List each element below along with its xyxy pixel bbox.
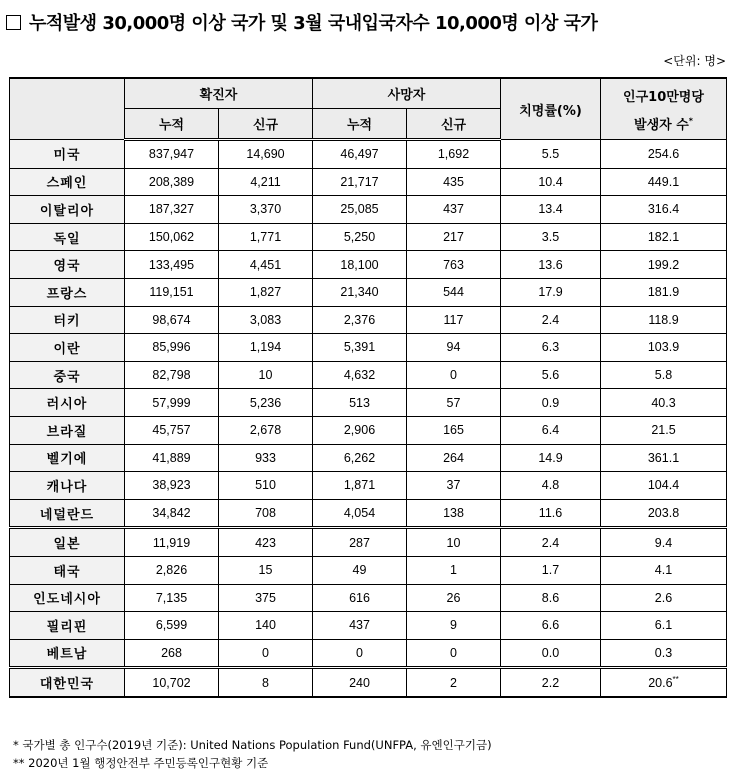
cell-per100k: 181.9 <box>601 278 727 306</box>
cell-d-new: 94 <box>407 334 501 362</box>
cell-cfr: 8.6 <box>501 584 601 612</box>
cell-d-cum: 1,871 <box>313 472 407 500</box>
cell-d-cum: 18,100 <box>313 251 407 279</box>
cell-c-new: 4,211 <box>219 168 313 196</box>
cell-c-new: 4,451 <box>219 251 313 279</box>
country-cell: 태국 <box>10 556 125 584</box>
table-header <box>10 78 727 140</box>
header-deaths-new: 신규 <box>407 109 501 140</box>
cell-per100k: 2.6 <box>601 584 727 612</box>
cell-cfr: 5.5 <box>501 140 601 169</box>
cell-d-new: 1,692 <box>407 140 501 169</box>
cell-d-new: 10 <box>407 528 501 557</box>
country-cell: 브라질 <box>10 416 125 444</box>
cell-cfr: 10.4 <box>501 168 601 196</box>
cell-c-new: 2,678 <box>219 416 313 444</box>
cell-per100k: 21.5 <box>601 416 727 444</box>
table-row <box>10 196 727 224</box>
cell-d-new: 138 <box>407 499 501 528</box>
cell-c-new: 510 <box>219 472 313 500</box>
cell-d-new: 2 <box>407 668 501 697</box>
table-row <box>10 639 727 668</box>
cell-d-cum: 287 <box>313 528 407 557</box>
header-per100k-line2-wrap <box>601 114 726 133</box>
cell-per100k: 361.1 <box>601 444 727 472</box>
cell-d-cum: 616 <box>313 584 407 612</box>
header-confirmed-new: 신규 <box>219 109 313 140</box>
cell-c-new: 423 <box>219 528 313 557</box>
cell-c-cum: 41,889 <box>125 444 219 472</box>
footnote-1: * 국가별 총 인구수(2019년 기준): United Nations Population Fund(UNFPA, 유엔인구기금) <box>13 738 492 752</box>
cell-c-cum: 85,996 <box>125 334 219 362</box>
table-row <box>10 306 727 334</box>
country-cell: 이란 <box>10 334 125 362</box>
country-cell: 스페인 <box>10 168 125 196</box>
cell-d-new: 435 <box>407 168 501 196</box>
cell-cfr: 0.9 <box>501 389 601 417</box>
country-cell: 러시아 <box>10 389 125 417</box>
cell-cfr: 0.0 <box>501 639 601 668</box>
cell-d-new: 763 <box>407 251 501 279</box>
cell-c-cum: 11,919 <box>125 528 219 557</box>
cell-cfr: 3.5 <box>501 223 601 251</box>
header-confirmed-cumulative: 누적 <box>125 109 219 140</box>
cell-c-cum: 98,674 <box>125 306 219 334</box>
header-deaths: 사망자 <box>313 78 501 109</box>
cell-c-new: 0 <box>219 639 313 668</box>
cell-c-new: 375 <box>219 584 313 612</box>
cell-c-new: 1,827 <box>219 278 313 306</box>
cell-cfr: 6.4 <box>501 416 601 444</box>
cell-c-new: 708 <box>219 499 313 528</box>
unit-label: <단위: 명> <box>663 54 726 68</box>
cell-per100k: 199.2 <box>601 251 727 279</box>
cell-c-new: 933 <box>219 444 313 472</box>
table-row <box>10 584 727 612</box>
cell-c-cum: 208,389 <box>125 168 219 196</box>
header-country-cell <box>10 78 125 140</box>
cell-per100k: 6.1 <box>601 612 727 640</box>
cell-cfr: 14.9 <box>501 444 601 472</box>
cell-c-new: 15 <box>219 556 313 584</box>
header-per100k <box>601 78 727 140</box>
cell-c-new: 1,194 <box>219 334 313 362</box>
cell-d-cum: 46,497 <box>313 140 407 169</box>
cell-d-cum: 0 <box>313 639 407 668</box>
cell-c-cum: 119,151 <box>125 278 219 306</box>
cell-per100k: 0.3 <box>601 639 727 668</box>
cell-c-cum: 82,798 <box>125 361 219 389</box>
country-cell: 이탈리아 <box>10 196 125 224</box>
cell-cfr: 6.3 <box>501 334 601 362</box>
cell-d-cum: 2,376 <box>313 306 407 334</box>
cell-cfr: 4.8 <box>501 472 601 500</box>
cell-per100k: 9.4 <box>601 528 727 557</box>
cell-d-new: 0 <box>407 639 501 668</box>
cell-c-new: 14,690 <box>219 140 313 169</box>
cell-c-cum: 45,757 <box>125 416 219 444</box>
cell-per100k <box>601 668 727 697</box>
table-row <box>10 223 727 251</box>
cell-cfr: 2.2 <box>501 668 601 697</box>
country-cell: 베트남 <box>10 639 125 668</box>
cell-per100k: 4.1 <box>601 556 727 584</box>
table-row <box>10 444 727 472</box>
cell-c-cum: 187,327 <box>125 196 219 224</box>
cell-c-cum: 133,495 <box>125 251 219 279</box>
table-row <box>10 389 727 417</box>
cell-c-cum: 837,947 <box>125 140 219 169</box>
cell-cfr: 17.9 <box>501 278 601 306</box>
cell-c-new: 1,771 <box>219 223 313 251</box>
cell-per100k: 316.4 <box>601 196 727 224</box>
table-row <box>10 140 727 169</box>
cell-c-cum: 57,999 <box>125 389 219 417</box>
cell-d-new: 0 <box>407 361 501 389</box>
covid-stats-table <box>9 77 727 698</box>
page-title-text: 누적발생 30,000명 이상 국가 및 3월 국내입국자수 10,000명 이상 국가 <box>29 13 598 34</box>
header-per100k-mark: * <box>688 116 693 126</box>
table-row <box>10 361 727 389</box>
header-fatality-rate: 치명률(%) <box>501 78 601 140</box>
country-cell: 인도네시아 <box>10 584 125 612</box>
table-row <box>10 278 727 306</box>
cell-c-cum: 10,702 <box>125 668 219 697</box>
cell-c-cum: 7,135 <box>125 584 219 612</box>
cell-c-cum: 6,599 <box>125 612 219 640</box>
country-cell: 영국 <box>10 251 125 279</box>
cell-per100k: 103.9 <box>601 334 727 362</box>
header-per100k-line2: 발생자 수 <box>634 117 689 133</box>
country-cell: 필리핀 <box>10 612 125 640</box>
cell-c-new: 10 <box>219 361 313 389</box>
table-body <box>10 140 727 697</box>
country-cell: 벨기에 <box>10 444 125 472</box>
table-row <box>10 334 727 362</box>
country-cell: 일본 <box>10 528 125 557</box>
cell-d-new: 117 <box>407 306 501 334</box>
cell-d-new: 57 <box>407 389 501 417</box>
cell-c-new: 140 <box>219 612 313 640</box>
cell-d-cum: 21,340 <box>313 278 407 306</box>
table-row <box>10 556 727 584</box>
header-per100k-line1: 인구10만명당 <box>623 89 704 105</box>
cell-d-cum: 2,906 <box>313 416 407 444</box>
cell-per100k: 449.1 <box>601 168 727 196</box>
cell-c-cum: 34,842 <box>125 499 219 528</box>
cell-d-new: 165 <box>407 416 501 444</box>
cell-d-cum: 437 <box>313 612 407 640</box>
cell-d-cum: 21,717 <box>313 168 407 196</box>
table-row <box>10 499 727 528</box>
cell-per100k: 203.8 <box>601 499 727 528</box>
cell-per100k: 182.1 <box>601 223 727 251</box>
cell-d-new: 1 <box>407 556 501 584</box>
footnote-2: ** 2020년 1월 행정안전부 주민등록인구현황 기준 <box>13 756 269 770</box>
country-cell: 대한민국 <box>10 668 125 697</box>
cell-d-cum: 6,262 <box>313 444 407 472</box>
cell-cfr: 11.6 <box>501 499 601 528</box>
cell-cfr: 5.6 <box>501 361 601 389</box>
country-cell: 프랑스 <box>10 278 125 306</box>
table-row <box>10 416 727 444</box>
cell-d-new: 217 <box>407 223 501 251</box>
country-cell: 독일 <box>10 223 125 251</box>
cell-cfr: 2.4 <box>501 306 601 334</box>
cell-d-new: 544 <box>407 278 501 306</box>
cell-cfr: 1.7 <box>501 556 601 584</box>
table-row <box>10 472 727 500</box>
cell-c-new: 3,083 <box>219 306 313 334</box>
cell-c-new: 5,236 <box>219 389 313 417</box>
country-cell: 미국 <box>10 140 125 169</box>
table-row <box>10 528 727 557</box>
cell-d-cum: 513 <box>313 389 407 417</box>
table-row <box>10 668 727 697</box>
cell-d-new: 9 <box>407 612 501 640</box>
cell-per100k: 104.4 <box>601 472 727 500</box>
cell-c-cum: 2,826 <box>125 556 219 584</box>
country-cell: 캐나다 <box>10 472 125 500</box>
cell-c-new: 8 <box>219 668 313 697</box>
cell-per100k: 40.3 <box>601 389 727 417</box>
country-cell: 네덜란드 <box>10 499 125 528</box>
korea-per100k-mark: ** <box>672 674 679 684</box>
cell-d-cum: 4,632 <box>313 361 407 389</box>
country-cell: 터키 <box>10 306 125 334</box>
cell-cfr: 13.6 <box>501 251 601 279</box>
cell-d-cum: 5,391 <box>313 334 407 362</box>
korea-per100k-value: 20.6 <box>648 675 673 690</box>
cell-cfr: 13.4 <box>501 196 601 224</box>
cell-d-cum: 4,054 <box>313 499 407 528</box>
table-row <box>10 251 727 279</box>
country-cell: 중국 <box>10 361 125 389</box>
page-title <box>6 9 730 35</box>
cell-per100k: 254.6 <box>601 140 727 169</box>
cell-c-new: 3,370 <box>219 196 313 224</box>
header-confirmed: 확진자 <box>125 78 313 109</box>
header-deaths-cumulative: 누적 <box>313 109 407 140</box>
table-row <box>10 612 727 640</box>
checkbox-square-icon <box>6 15 21 30</box>
cell-d-cum: 49 <box>313 556 407 584</box>
cell-c-cum: 38,923 <box>125 472 219 500</box>
table-row <box>10 168 727 196</box>
cell-c-cum: 268 <box>125 639 219 668</box>
cell-cfr: 2.4 <box>501 528 601 557</box>
cell-d-new: 437 <box>407 196 501 224</box>
cell-d-new: 264 <box>407 444 501 472</box>
cell-cfr: 6.6 <box>501 612 601 640</box>
cell-d-new: 26 <box>407 584 501 612</box>
cell-d-cum: 240 <box>313 668 407 697</box>
cell-d-cum: 25,085 <box>313 196 407 224</box>
cell-per100k: 118.9 <box>601 306 727 334</box>
cell-d-new: 37 <box>407 472 501 500</box>
cell-d-cum: 5,250 <box>313 223 407 251</box>
cell-per100k: 5.8 <box>601 361 727 389</box>
cell-c-cum: 150,062 <box>125 223 219 251</box>
